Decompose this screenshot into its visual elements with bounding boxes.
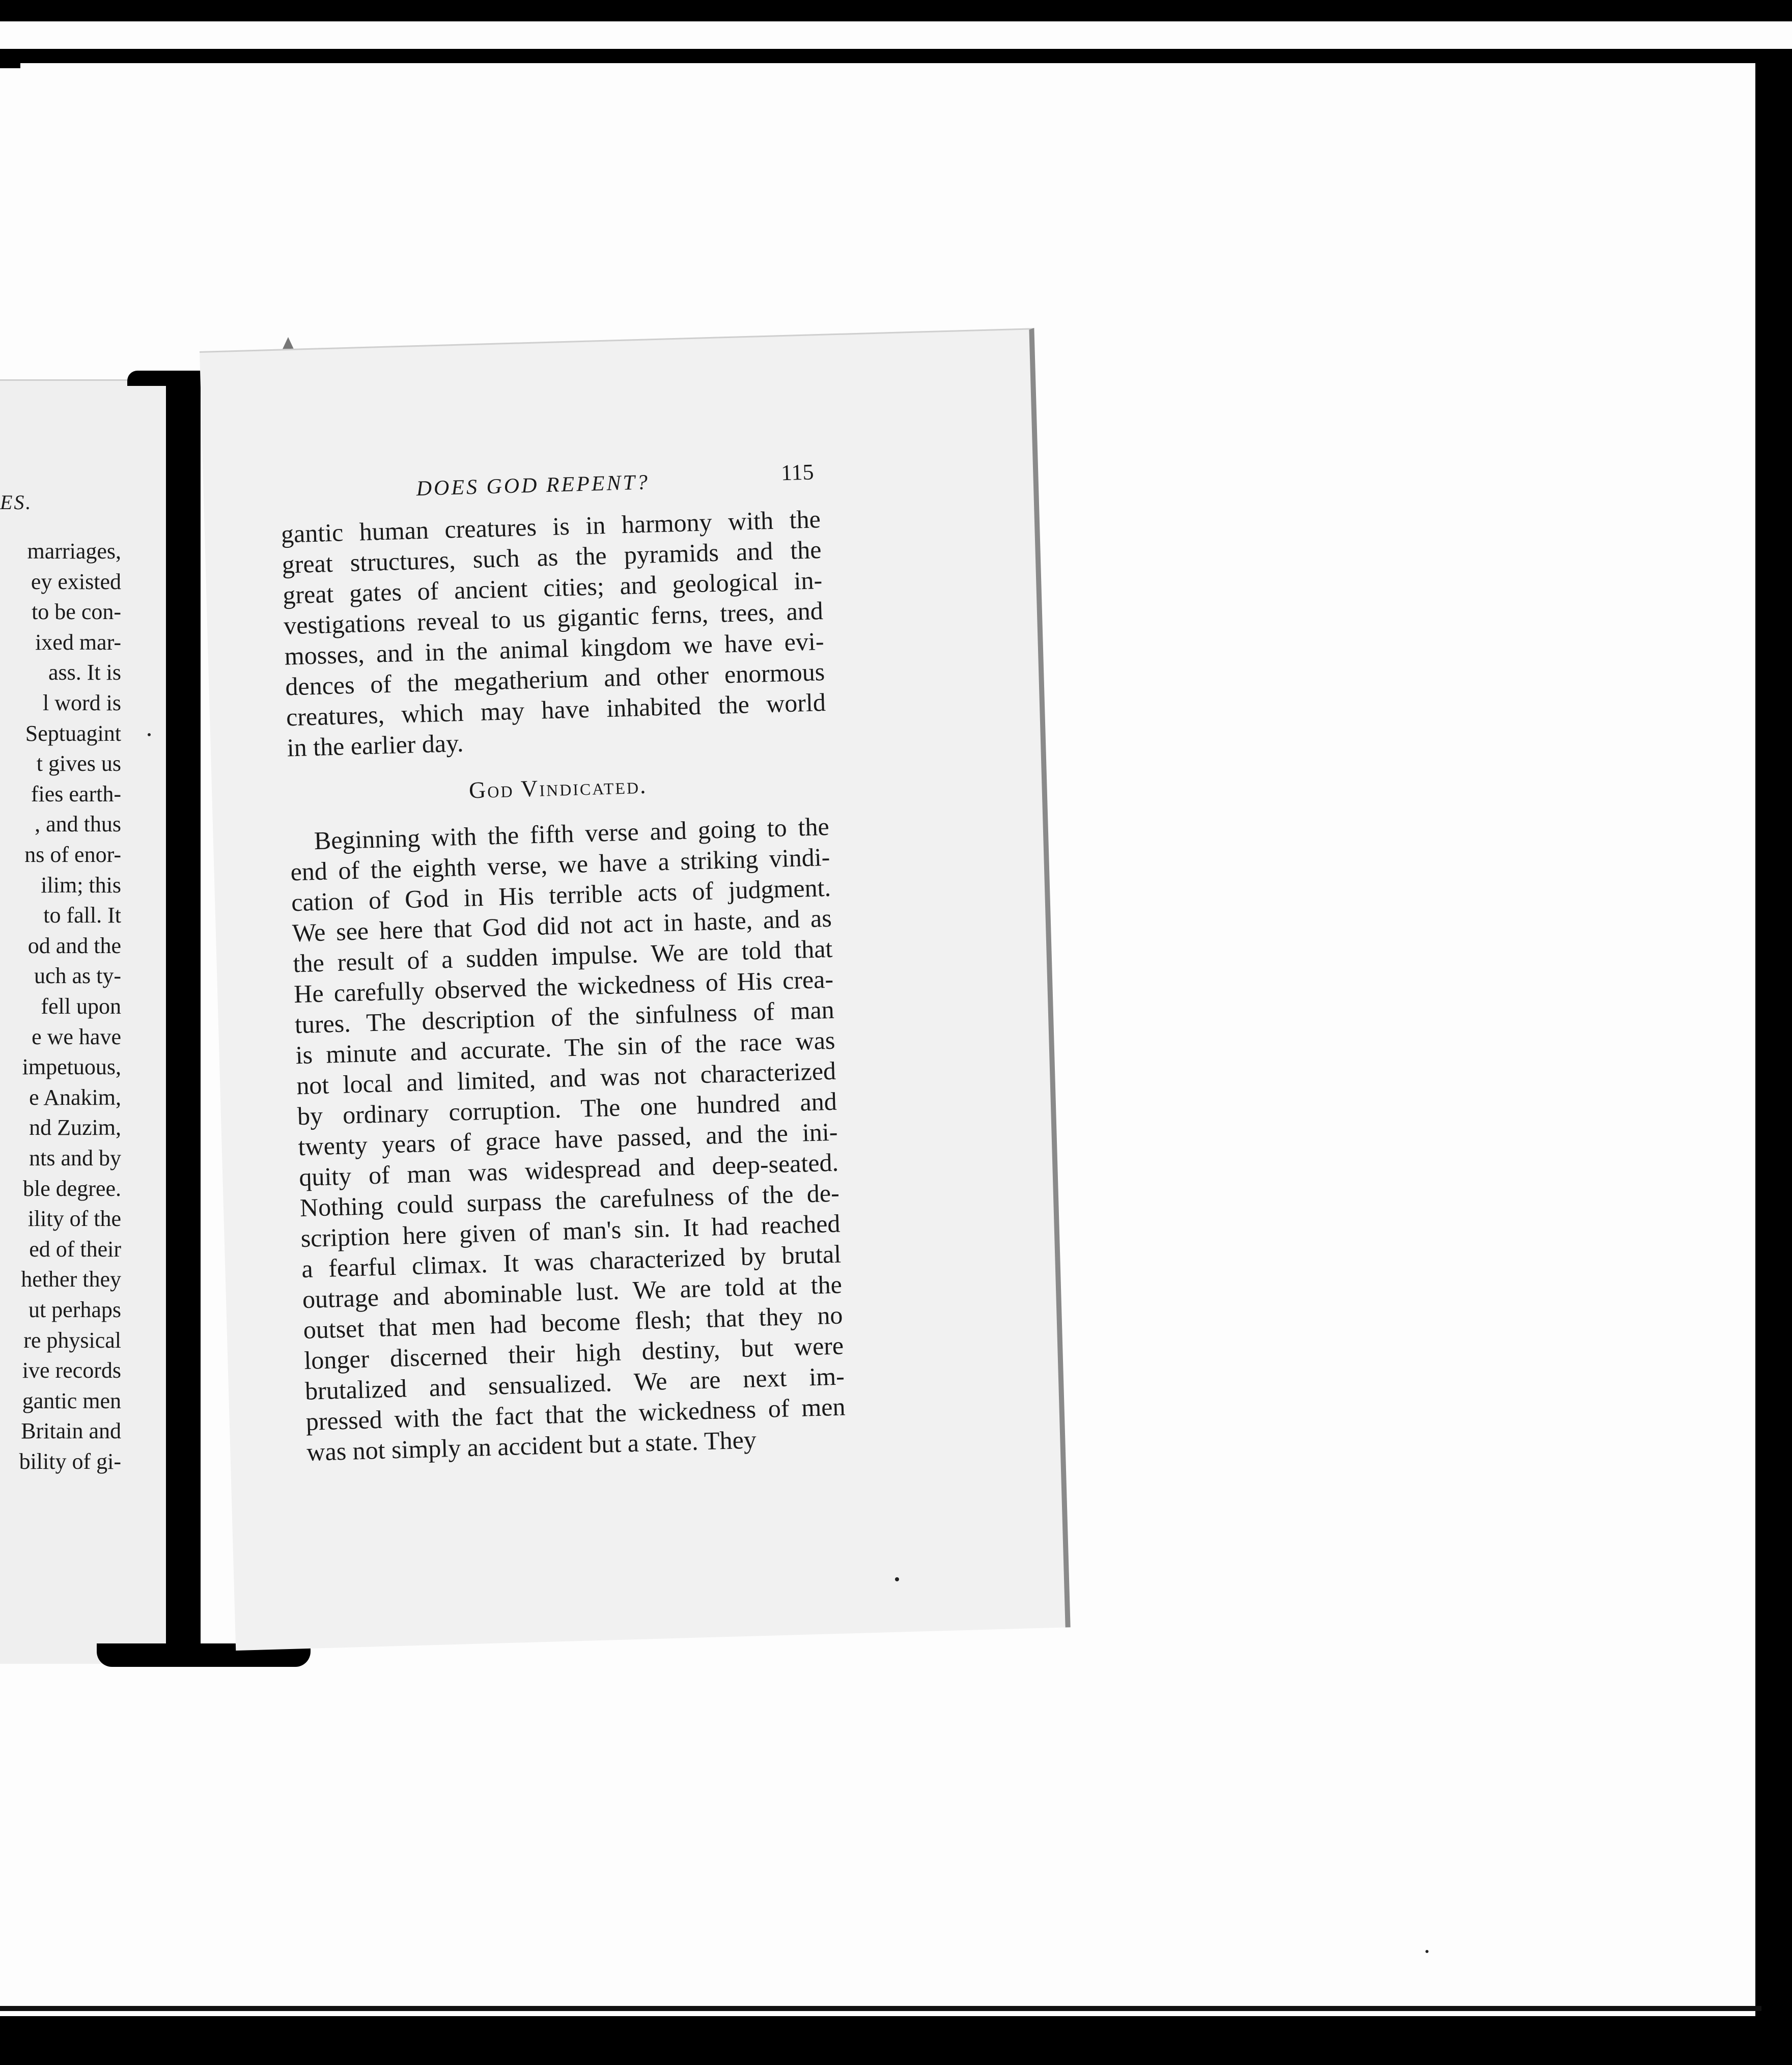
text-line: gantic human creatures is in harmony with the (281, 505, 821, 548)
left-text-line: nd Zuzim, (29, 1115, 121, 1140)
left-text-line: impetuous, (22, 1054, 121, 1080)
page-body (281, 504, 847, 1467)
left-running-head: ES. (0, 491, 33, 514)
left-text-line: uch as ty- (34, 963, 121, 989)
left-text-line: nts and by (29, 1146, 121, 1170)
text-line: We see here that God did not act in haste, and as (292, 903, 832, 947)
text-line: great structures, such as the pyramids and the (281, 535, 822, 579)
left-text-line: ixed mar- (35, 629, 121, 655)
left-text-line: to be con- (32, 599, 121, 625)
text-line: cation of God in His terrible acts of judgment. (291, 873, 831, 917)
text-line: longer discerned their high destiny, but were (303, 1331, 844, 1375)
left-text-line: marriages, (27, 539, 121, 564)
right-page (200, 328, 1071, 1651)
section-title: God Vindicated. (468, 772, 648, 803)
left-text-line: t gives us (36, 751, 121, 776)
speck (148, 733, 151, 736)
left-text-line: l word is (43, 690, 121, 715)
paragraph-god-vindicated (289, 811, 847, 1467)
left-text-line: to fall. It (43, 903, 121, 928)
left-text-line: fies earth- (31, 781, 121, 806)
film-frame-bottom-line (0, 2006, 1761, 2011)
speck (1425, 1950, 1429, 1953)
speck (895, 1577, 899, 1581)
left-text-line: Septuagint (25, 720, 121, 746)
text-line: vestigations reveal to us gigantic ferns, trees, and (283, 596, 824, 640)
left-text-line: ass. It is (48, 660, 121, 685)
left-text-line: e Anakim, (29, 1084, 121, 1110)
left-text-line: ey existed (31, 569, 121, 594)
film-frame-top-inner (0, 49, 1792, 63)
text-line: scription here given of man's sin. It had reached (300, 1209, 841, 1253)
film-frame-right (1755, 56, 1792, 2031)
text-line: outrage and abominable lust. We are told at the (302, 1270, 843, 1314)
text-line: the result of a sudden impulse. We are told that (292, 934, 833, 978)
text-line: was not simply an accident but a state. They (306, 1425, 757, 1466)
text-line: in the earlier day. (287, 728, 464, 762)
left-text-line: ns of enor- (24, 842, 121, 867)
text-line: great gates of ancient cities; and geological in- (282, 566, 823, 609)
text-line: creatures, which may have inhabited the world (286, 687, 826, 732)
text-line: by ordinary corruption. The one hundred and (297, 1086, 837, 1131)
left-text-line: re physical (23, 1327, 121, 1353)
text-line: outset that men had become flesh; that they no (302, 1300, 844, 1345)
text-line: Nothing could surpass the carefulness of the de- (299, 1178, 840, 1222)
text-line: mosses, and in the animal kingdom we have evi- (284, 626, 825, 671)
text-line: not local and limited, and was not characterized (296, 1056, 836, 1100)
paragraph-continued (281, 504, 827, 763)
left-text-line: ilim; this (41, 872, 121, 898)
page-number: 115 (780, 459, 815, 486)
left-text-line: ility of the (27, 1206, 121, 1232)
left-text-line: ed of their (29, 1236, 121, 1262)
text-line: He carefully observed the wickedness of His crea- (293, 964, 834, 1009)
text-line: Beginning with the fifth verse and going to the (314, 812, 830, 855)
film-frame-bottom (0, 2016, 1792, 2065)
left-text-line: bility of gi- (19, 1449, 121, 1474)
left-text-line: ut perhaps (28, 1297, 121, 1322)
left-text-line: gantic men (22, 1388, 121, 1413)
left-text-line: od and the (27, 933, 121, 958)
text-line: dences of the megatherium and other enormous (285, 657, 825, 701)
text-line: twenty years of grace have passed, and the ini- (297, 1117, 838, 1161)
running-head: DOES GOD REPENT? (416, 470, 650, 501)
left-page (0, 379, 168, 1664)
text-line: quity of man was widespread and deep-seated. (298, 1148, 839, 1192)
left-text-line: fell upon (41, 994, 121, 1019)
film-frame-notch (0, 63, 20, 68)
left-text-line: Britain and (21, 1418, 121, 1444)
film-frame-top (0, 0, 1792, 21)
text-line: pressed with the fact that the wickedness of men (305, 1392, 846, 1436)
text-line: a fearful climax. It was characterized by brutal (301, 1239, 842, 1283)
left-text-line: ble degree. (23, 1176, 121, 1201)
text-line: is minute and accurate. The sin of the race was (295, 1025, 836, 1070)
left-text-line: , and thus (35, 812, 121, 837)
text-line: brutalized and sensualized. We are next im- (304, 1361, 845, 1406)
left-text-line: e we have (32, 1024, 121, 1049)
book-gutter (166, 374, 201, 1665)
left-text-line: ive records (22, 1358, 121, 1383)
left-text-line: hether they (21, 1267, 121, 1292)
text-line: tures. The description of the sinfulness of man (294, 995, 835, 1039)
text-line: end of the eighth verse, we have a striking vindi- (290, 842, 830, 886)
